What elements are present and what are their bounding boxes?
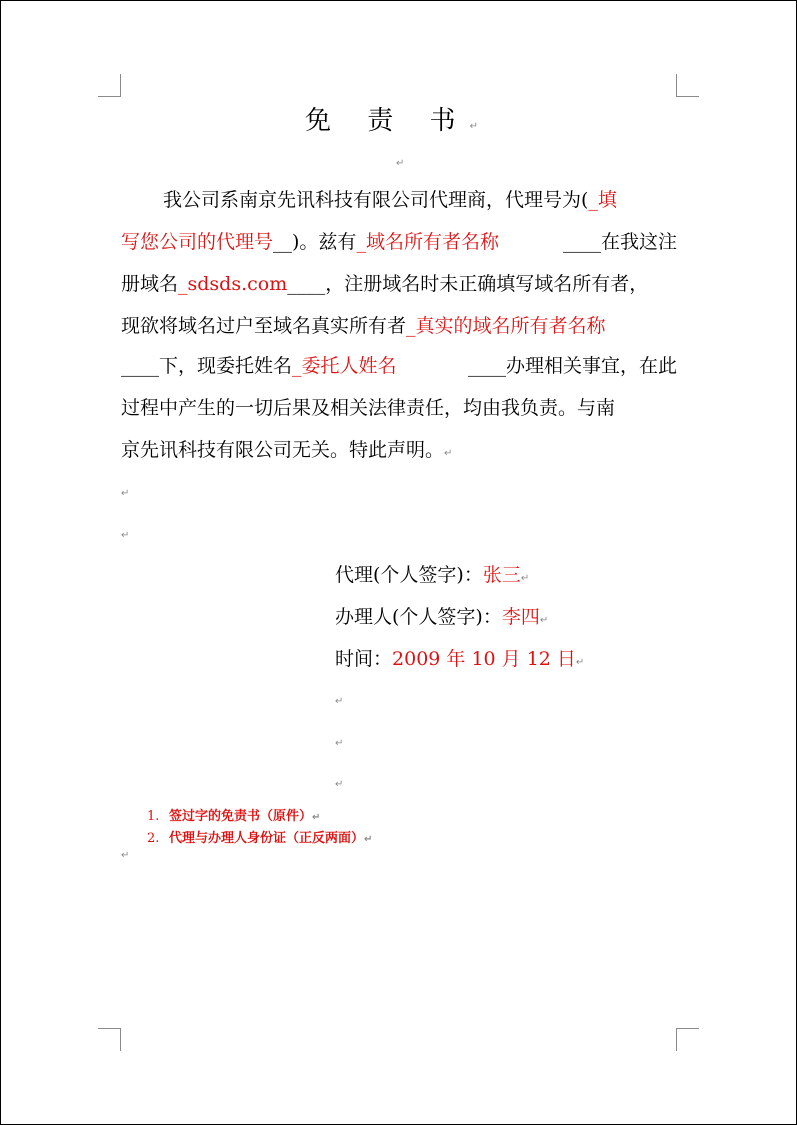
paragraph-mark: ↵ — [444, 448, 453, 459]
date-label: 时间： — [335, 648, 393, 670]
margin-corner-top-right — [676, 74, 699, 97]
list-number: 2. — [147, 831, 160, 846]
domain-owner-placeholder: _域名所有者名称 — [356, 231, 499, 253]
margin-corner-top-left — [98, 74, 121, 97]
title-text: 免 责 书 — [305, 106, 470, 136]
body-text: ____办理相关事宜，在此 — [467, 355, 677, 377]
body-text: ____下，现委托姓名 — [121, 355, 293, 377]
paragraph-mark: ↵ — [469, 121, 492, 132]
paragraph-mark: ↵ — [312, 812, 321, 823]
body-text: 我公司系南京先讯科技有限公司代理商，代理号为( — [163, 189, 589, 211]
body-text: __)。兹有 — [273, 231, 357, 253]
body-line-5[interactable] — [121, 352, 677, 380]
date-line[interactable] — [335, 645, 584, 677]
handler-signature-line[interactable] — [335, 603, 548, 635]
paragraph-mark: ↵ — [121, 850, 130, 861]
body-text: 现欲将域名过户至域名真实所有者 — [121, 315, 407, 337]
paragraph-mark: ↵ — [121, 488, 130, 499]
body-text: 册域名 — [121, 273, 179, 295]
body-text: ____，注册域名时未正确填写域名所有者， — [287, 273, 649, 295]
body-line-1[interactable] — [121, 186, 677, 214]
document-title[interactable] — [0, 100, 797, 137]
agent-number-placeholder: _填 — [588, 189, 617, 211]
delegate-name-placeholder: _委托人姓名 — [292, 355, 397, 377]
paragraph-mark: ↵ — [335, 738, 344, 749]
agent-signature-label: 代理(个人签字)： — [335, 564, 483, 586]
attachment-item-1[interactable] — [147, 805, 320, 824]
agent-signature-line[interactable] — [335, 561, 529, 593]
paragraph-mark: ↵ — [539, 615, 549, 626]
paragraph-mark: ↵ — [520, 573, 530, 584]
body-text: 京先讯科技有限公司无关。特此声明。 — [121, 439, 445, 461]
date-value: 2009 年 10 月 12 日 — [392, 648, 576, 670]
agent-signature-value: 张三 — [482, 564, 521, 586]
body-text: ____在我这注 — [550, 231, 677, 253]
body-line-6[interactable] — [121, 394, 677, 422]
body-text: 过程中产生的一切后果及相关法律责任，均由我负责。与南 — [121, 397, 616, 419]
list-number: 1. — [147, 809, 160, 824]
paragraph-mark: ↵ — [335, 779, 344, 790]
paragraph-mark: ↵ — [396, 158, 405, 169]
agent-number-placeholder: 写您公司的代理号 — [121, 231, 274, 253]
attachment-text: 代理与办理人身份证（正反两面） — [169, 831, 365, 846]
attachment-text: 签过字的免责书（原件） — [169, 809, 313, 824]
body-line-2[interactable] — [121, 228, 677, 256]
real-owner-placeholder: _真实的域名所有者名称 — [406, 315, 606, 337]
margin-corner-bottom-left — [98, 1028, 121, 1051]
paragraph-mark: ↵ — [121, 530, 130, 541]
body-line-3[interactable] — [121, 270, 677, 298]
attachment-item-2[interactable] — [147, 827, 372, 846]
body-line-7[interactable] — [121, 436, 677, 468]
paragraph-mark: ↵ — [364, 834, 373, 845]
handler-signature-label: 办理人(个人签字)： — [335, 606, 502, 628]
handler-signature-value: 李四 — [501, 606, 540, 628]
body-line-4[interactable] — [121, 312, 677, 340]
domain-name-value: _sdsds.com — [178, 273, 288, 295]
margin-corner-bottom-right — [676, 1028, 699, 1051]
paragraph-mark: ↵ — [575, 657, 585, 668]
paragraph-mark: ↵ — [335, 696, 344, 707]
